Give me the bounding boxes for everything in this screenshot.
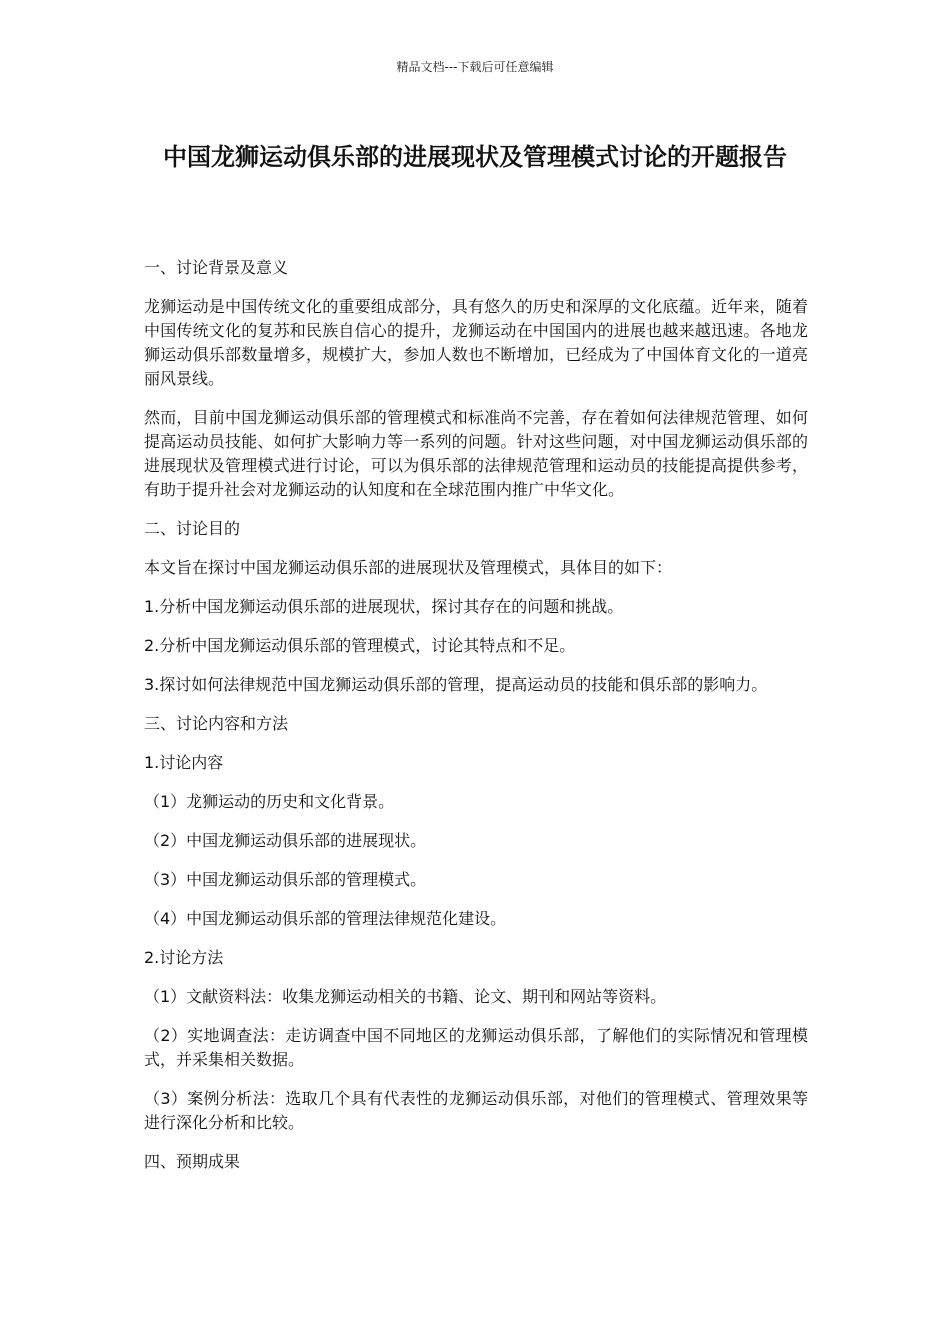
section-heading-purpose: 二、讨论目的	[144, 519, 241, 538]
list-item: （2）中国龙狮运动俱乐部的进展现状。	[144, 831, 427, 850]
list-item: 1.分析中国龙狮运动俱乐部的进展现状，探讨其存在的问题和挑战。	[144, 597, 624, 616]
header-note: 精品文档---下载后可任意编辑	[396, 60, 554, 74]
section-heading-content-methods: 三、讨论内容和方法	[144, 714, 289, 733]
list-item: （1）龙狮运动的历史和文化背景。	[144, 792, 395, 811]
section-heading-background: 一、讨论背景及意义	[144, 258, 289, 277]
paragraph: 然而，目前中国龙狮运动俱乐部的管理模式和标准尚不完善，存在着如何法律规范管理、如何提高运动员技能、如何扩大影响力等一系列的问题。针对这些问题，对中国龙狮运动俱乐部的进展现状及管理模式进行讨论，可以为俱乐部的法律规范管理和运动员的技能提高提供参考，有助于提升社会对龙狮运动的认知度和在全球范围内推广中华文化。	[144, 408, 808, 499]
list-item: （4）中国龙狮运动俱乐部的管理法律规范化建设。	[144, 909, 507, 928]
paragraph: 本文旨在探讨中国龙狮运动俱乐部的进展现状及管理模式，具体目的如下：	[144, 558, 673, 577]
subheading: 1.讨论内容	[144, 753, 224, 772]
list-item: （1）文献资料法：收集龙狮运动相关的书籍、论文、期刊和网站等资料。	[144, 987, 667, 1006]
document-body	[144, 256, 808, 1189]
list-item: （3）案例分析法：选取几个具有代表性的龙狮运动俱乐部，对他们的管理模式、管理效果等进行深化分析和比较。	[144, 1089, 808, 1132]
list-item: 2.分析中国龙狮运动俱乐部的管理模式，讨论其特点和不足。	[144, 636, 576, 655]
list-item: （2）实地调查法：走访调查中国不同地区的龙狮运动俱乐部，了解他们的实际情况和管理模式，并采集相关数据。	[144, 1026, 808, 1069]
list-item: （3）中国龙狮运动俱乐部的管理模式。	[144, 870, 427, 889]
list-item: 3.探讨如何法律规范中国龙狮运动俱乐部的管理，提高运动员的技能和俱乐部的影响力。	[144, 675, 768, 694]
subheading: 2.讨论方法	[144, 948, 224, 967]
section-heading-expected-results: 四、预期成果	[144, 1152, 241, 1171]
paragraph: 龙狮运动是中国传统文化的重要组成部分，具有悠久的历史和深厚的文化底蕴。近年来，随着中国传统文化的复苏和民族自信心的提升，龙狮运动在中国国内的进展也越来越迅速。各地龙狮运动俱乐部数量增多，规模扩大，参加人数也不断增加，已经成为了中国体育文化的一道亮丽风景线。	[144, 297, 808, 388]
page-title: 中国龙狮运动俱乐部的进展现状及管理模式讨论的开题报告	[163, 143, 787, 171]
